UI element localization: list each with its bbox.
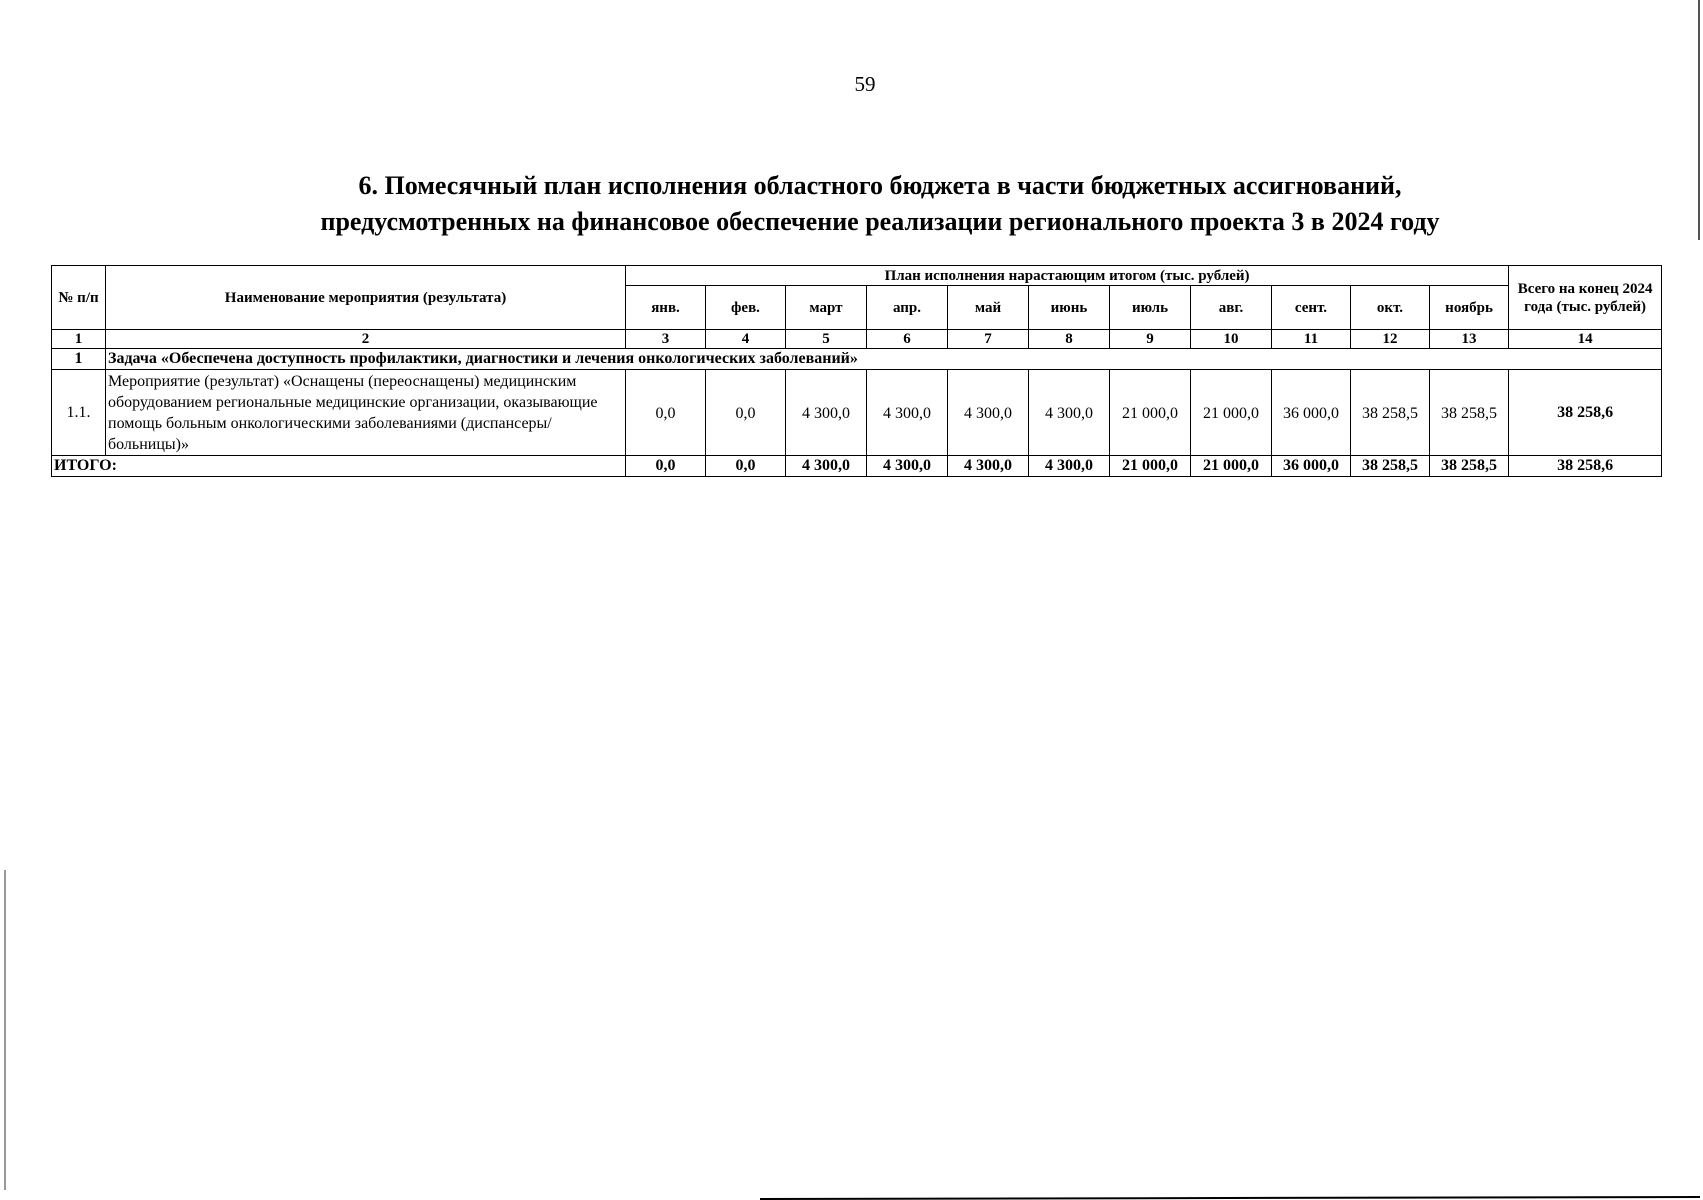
header-month: окт. [1351, 286, 1430, 330]
total-value: 4 300,0 [867, 456, 948, 477]
budget-plan-table [51, 265, 1662, 477]
column-number: 10 [1191, 330, 1272, 349]
total-value: 0,0 [706, 456, 786, 477]
event-value: 4 300,0 [948, 370, 1029, 456]
total-row [52, 456, 1662, 477]
event-value: 21 000,0 [1110, 370, 1191, 456]
column-number: 13 [1430, 330, 1509, 349]
total-label: ИТОГО: [52, 456, 626, 477]
task-number: 1 [52, 349, 106, 370]
event-value: 4 300,0 [1029, 370, 1110, 456]
event-value: 36 000,0 [1272, 370, 1351, 456]
column-number-row [52, 330, 1662, 349]
event-total: 38 258,6 [1509, 370, 1662, 456]
total-value: 21 000,0 [1110, 456, 1191, 477]
total-value: 0,0 [626, 456, 706, 477]
header-month: фев. [706, 286, 786, 330]
scan-edge-line [4, 870, 6, 1190]
header-total: Всего на конец 2024 года (тыс. рублей) [1509, 266, 1662, 330]
column-number: 6 [867, 330, 948, 349]
header-month: июль [1110, 286, 1191, 330]
header-num: № п/п [52, 266, 106, 330]
column-number: 8 [1029, 330, 1110, 349]
column-number: 12 [1351, 330, 1430, 349]
document-title [180, 168, 1580, 240]
header-month: июнь [1029, 286, 1110, 330]
column-number: 9 [1110, 330, 1191, 349]
scan-edge-line [760, 1196, 1700, 1199]
event-value: 0,0 [706, 370, 786, 456]
event-name: Мероприятие (результат) «Оснащены (переоснащены) медицинским оборудованием региональные медицинские организации, оказывающие помощь больным онкологическими заболеваниями (диспансеры/больницы)» [106, 370, 626, 456]
total-value: 4 300,0 [1029, 456, 1110, 477]
header-month: май [948, 286, 1029, 330]
event-value: 4 300,0 [867, 370, 948, 456]
column-number: 7 [948, 330, 1029, 349]
total-value: 4 300,0 [948, 456, 1029, 477]
column-number: 14 [1509, 330, 1662, 349]
total-value: 38 258,5 [1430, 456, 1509, 477]
header-plan: План исполнения нарастающим итогом (тыс. рублей) [626, 266, 1509, 286]
event-value: 21 000,0 [1191, 370, 1272, 456]
total-value: 36 000,0 [1272, 456, 1351, 477]
header-month: ноябрь [1430, 286, 1509, 330]
column-number: 3 [626, 330, 706, 349]
column-number: 4 [706, 330, 786, 349]
header-month: янв. [626, 286, 706, 330]
total-value: 38 258,5 [1351, 456, 1430, 477]
scan-edge-line [1698, 0, 1700, 240]
event-value: 0,0 [626, 370, 706, 456]
grand-total: 38 258,6 [1509, 456, 1662, 477]
total-value: 21 000,0 [1191, 456, 1272, 477]
column-number: 1 [52, 330, 106, 349]
title-line-2: предусмотренных на финансовое обеспечение реализации регионального проекта 3 в 2024 году [320, 207, 1440, 236]
column-number: 11 [1272, 330, 1351, 349]
header-month: сент. [1272, 286, 1351, 330]
header-month: авг. [1191, 286, 1272, 330]
total-value: 4 300,0 [786, 456, 867, 477]
event-value: 4 300,0 [786, 370, 867, 456]
event-value: 38 258,5 [1351, 370, 1430, 456]
title-line-1: 6. Помесячный план исполнения областного бюджета в части бюджетных ассигнований, [358, 171, 1402, 200]
event-value: 38 258,5 [1430, 370, 1509, 456]
header-month: март [786, 286, 867, 330]
task-text: Задача «Обеспечена доступность профилактики, диагностики и лечения онкологических заболеваний» [106, 349, 1662, 370]
column-number: 5 [786, 330, 867, 349]
header-name: Наименование мероприятия (результата) [106, 266, 626, 330]
header-month: апр. [867, 286, 948, 330]
column-number: 2 [106, 330, 626, 349]
event-row [52, 370, 1662, 456]
page-number: 59 [854, 72, 876, 96]
event-number: 1.1. [52, 370, 106, 456]
task-row [52, 349, 1662, 370]
